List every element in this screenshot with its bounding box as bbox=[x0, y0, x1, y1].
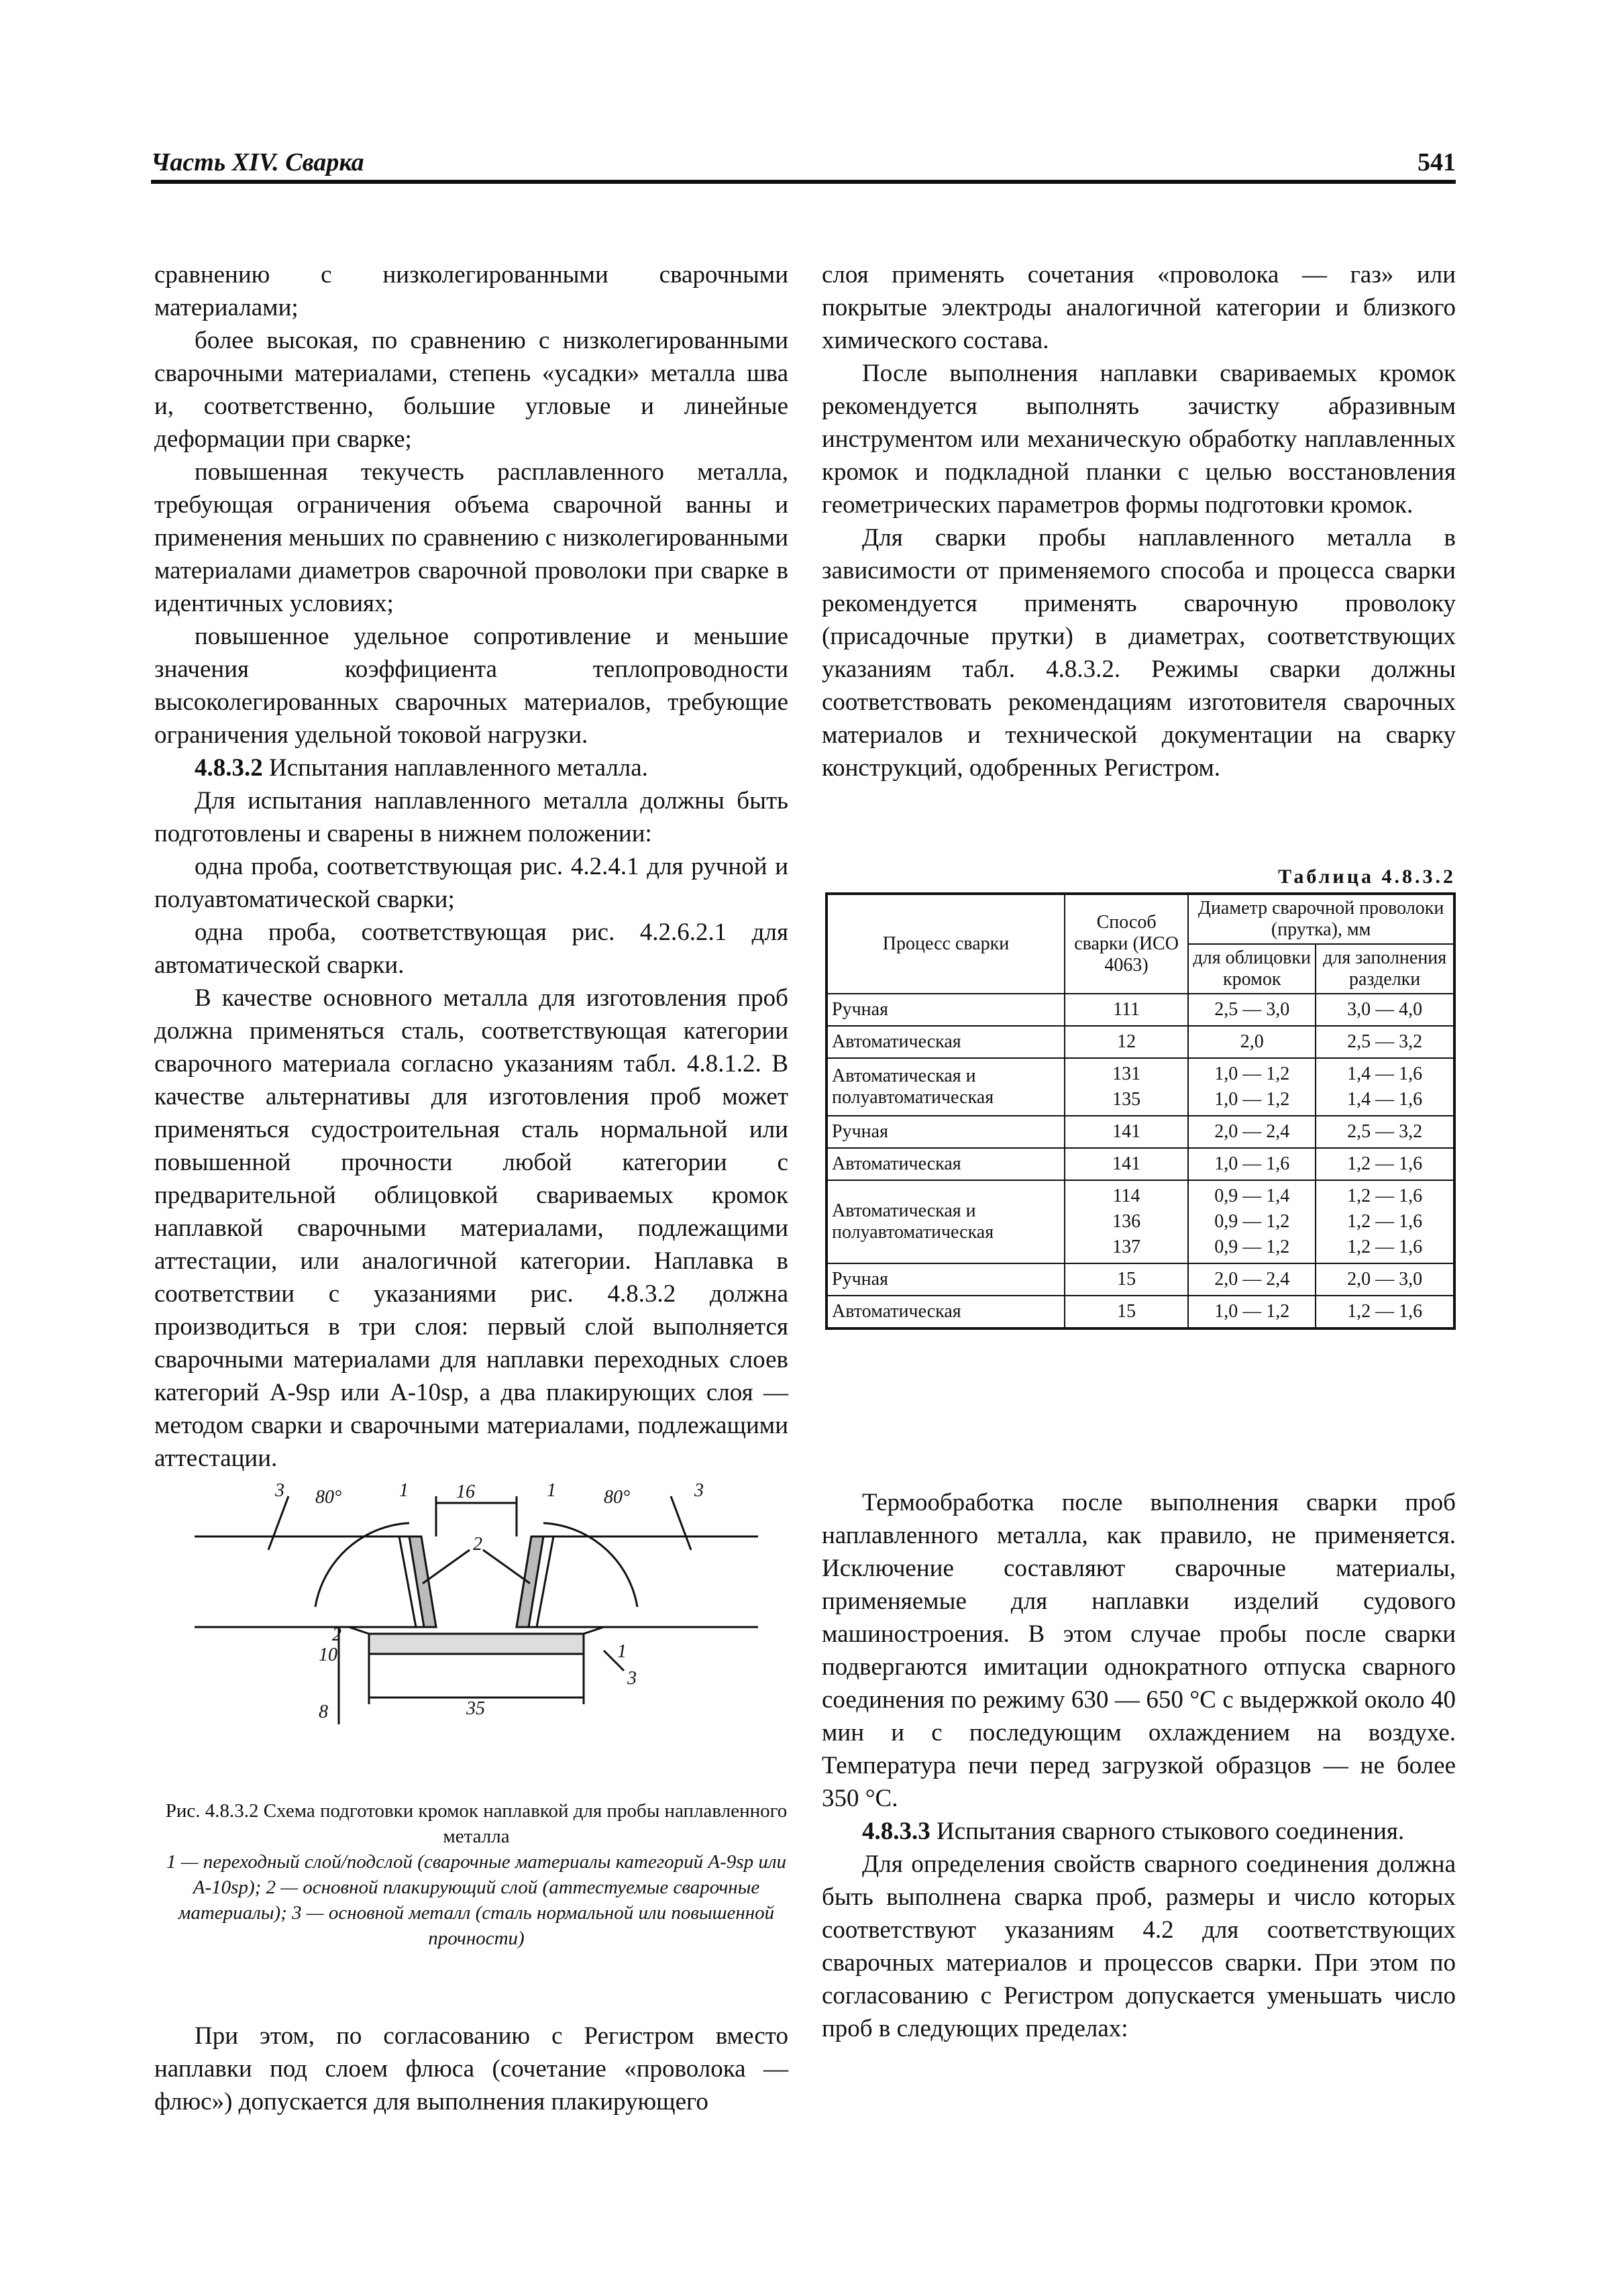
cell-cladding: 1,0 — 1,2 bbox=[1188, 1296, 1316, 1328]
leader-2-a bbox=[423, 1550, 470, 1583]
cell-filling: 1,2 — 1,6 1,2 — 1,6 1,2 — 1,6 bbox=[1316, 1180, 1454, 1263]
cell-cladding: 1,0 — 1,6 bbox=[1188, 1148, 1316, 1180]
cell-process: Автоматическая bbox=[826, 1148, 1065, 1180]
figure-caption-title: Рис. 4.8.3.2 Схема подготовки кромок наплавкой для пробы наплавленного металла bbox=[165, 1800, 788, 1847]
cell-method: 15 bbox=[1065, 1263, 1188, 1296]
cell-method: 141 bbox=[1065, 1116, 1188, 1148]
wire-diameter-table bbox=[825, 892, 1456, 1330]
cell-method: 111 bbox=[1065, 994, 1188, 1026]
cell-process: Автоматическая и полуавтоматическая bbox=[826, 1180, 1065, 1263]
cell-method: 114 136 137 bbox=[1065, 1180, 1188, 1263]
paragraph: повышенное удельное сопротивление и меньшие значения коэффициента теплопроводности высоколегированных сварочных материалов, требующие ограничения удельной токовой нагрузки. bbox=[154, 623, 788, 749]
cell-process: Автоматическая и полуавтоматическая bbox=[826, 1058, 1065, 1116]
cell-cladding: 2,0 — 2,4 bbox=[1188, 1263, 1316, 1296]
paragraph: сравнению с низколегированными сварочными материалами; bbox=[154, 261, 788, 321]
h8-label: 8 bbox=[319, 1702, 328, 1722]
backing-plate bbox=[369, 1634, 584, 1654]
leader-3-left bbox=[268, 1496, 288, 1550]
cell-cladding: 2,0 bbox=[1188, 1026, 1316, 1058]
gap-label: 16 bbox=[456, 1483, 475, 1502]
cell-filling: 2,5 — 3,2 bbox=[1316, 1026, 1454, 1058]
paragraph: одна проба, соответствующая рис. 4.2.4.1 для ручной и полуавтоматической сварки; bbox=[154, 853, 788, 913]
left-bottom-text bbox=[154, 2020, 788, 2118]
paragraph: одна проба, соответствующая рис. 4.2.6.2.1 для автоматической сварки. bbox=[154, 919, 788, 979]
page-number: 541 bbox=[1418, 148, 1456, 176]
figure-caption bbox=[161, 1798, 792, 1951]
cell-process: Автоматическая bbox=[826, 1296, 1065, 1328]
cell-method: 131 135 bbox=[1065, 1058, 1188, 1116]
leader-2-b bbox=[483, 1550, 530, 1583]
table-caption: Таблица 4.8.3.2 bbox=[1278, 866, 1456, 888]
header-method: Способ сварки (ИСО 4063) bbox=[1065, 894, 1188, 994]
cell-filling: 2,0 — 3,0 bbox=[1316, 1263, 1454, 1296]
section-heading-text: Испытания сварного стыкового соединения. bbox=[937, 1818, 1405, 1845]
label-2-top: 2 bbox=[473, 1534, 482, 1555]
cell-filling: 3,0 — 4,0 bbox=[1316, 994, 1454, 1026]
cell-cladding: 1,0 — 1,2 1,0 — 1,2 bbox=[1188, 1058, 1316, 1116]
cell-cladding: 2,5 — 3,0 bbox=[1188, 994, 1316, 1026]
label-3-bottom: 3 bbox=[627, 1668, 637, 1689]
paragraph: Для сварки пробы наплавленного металла в зависимости от применяемого способа и процесса сварки рекомендуется применять сварочную проволоку (присадочные прутки) в диаметрах, соответствующих указаниям табл. 4.8.3.2. Режимы сварки должны соответствовать рекомендациям изготовителя сварочных материалов и технической документации на сварку конструкций, одобренных Регистром. bbox=[822, 524, 1456, 782]
paragraph: После выполнения наплавки свариваемых кромок рекомендуется выполнять зачистку абразивным инструментом или механическую обработку наплавленных кромок и подкладной планки с целью восстановления геометрических параметров формы подготовки кромок. bbox=[822, 360, 1456, 519]
label-3-left: 3 bbox=[275, 1483, 284, 1501]
h10-label: 10 bbox=[319, 1645, 337, 1665]
label-1-bottom: 1 bbox=[617, 1641, 627, 1662]
cell-filling: 1,2 — 1,6 bbox=[1316, 1296, 1454, 1328]
angle-label-right: 80° bbox=[604, 1487, 631, 1508]
section-heading bbox=[822, 1815, 1456, 1848]
label-3-right: 3 bbox=[694, 1483, 704, 1501]
table-row bbox=[826, 1058, 1454, 1116]
cell-process: Ручная bbox=[826, 1263, 1065, 1296]
right-bottom-text bbox=[822, 1486, 1456, 2045]
width-label: 35 bbox=[466, 1698, 485, 1719]
label-2-left: 2 bbox=[332, 1624, 341, 1645]
table-row bbox=[826, 994, 1454, 1026]
paragraph: При этом, по согласованию с Регистром вместо наплавки под слоем флюса (сочетание «проволока — флюс») допускается для выполнения плакирующего bbox=[154, 2022, 788, 2116]
paragraph: Для определения свойств сварного соединения должна быть выполнена сварка проб, размеры и число которых соответствуют указаниям 4.2 для соответствующих сварочных материалов и процессов сварки. При этом по согласованию с Регистром допускается уменьшать число проб в следующих пределах: bbox=[822, 1850, 1456, 2042]
paragraph: повышенная текучесть расплавленного металла, требующая ограничения объема сварочной ванны и применения меньших по сравнению с низколегированными материалами диаметров сварочной проволоки при сварке в идентичных условиях; bbox=[154, 458, 788, 617]
section-title: Часть XIV. Сварка bbox=[151, 148, 364, 176]
table-row bbox=[826, 1263, 1454, 1296]
header-filling: для заполнения разделки bbox=[1316, 944, 1454, 994]
figure-caption-legend: 1 — переходный слой/подслой (сварочные материалы категорий А-9sp или А-10sp); 2 — основной плакирующий слой (аттестуемые сварочные материалы); 3 — основной металл (сталь нормальной или повышенной прочности) bbox=[166, 1851, 786, 1949]
table-row bbox=[826, 1180, 1454, 1263]
left-column bbox=[154, 258, 788, 1475]
paragraph: В качестве основного металла для изготовления проб должна применяться сталь, соответствующая категории сварочного материала согласно указаниям табл. 4.8.1.2. В качестве альтернативы для изготовления проб может применяться судостроительная сталь нормальной или повышенной прочности любой категории с предварительной облицовкой свариваемых кромок наплавкой сварочными материалами, подлежащими аттестации, или аналогичной категории. Наплавка в соответствии с указаниями рис. 4.8.3.2 должна производиться в три слоя: первый слой выполняется сварочными материалами для наплавки переходных слоев категорий А-9sp или А-10sp, а два плакирующих слоя — методом сварки и сварочными материалами, подлежащими аттестации. bbox=[154, 984, 788, 1472]
cell-method: 15 bbox=[1065, 1296, 1188, 1328]
header-diameter: Диаметр сварочной проволоки (прутка), мм bbox=[1188, 894, 1454, 944]
paragraph: слоя применять сочетания «проволока — газ» или покрытые электроды аналогичной категории и близкого химического состава. bbox=[822, 261, 1456, 354]
leader-3-right bbox=[671, 1496, 691, 1550]
table-row bbox=[826, 1116, 1454, 1148]
section-heading-text: Испытания наплавленного металла. bbox=[269, 754, 648, 782]
cell-filling: 2,5 — 3,2 bbox=[1316, 1116, 1454, 1148]
table-row bbox=[826, 1148, 1454, 1180]
running-header bbox=[151, 148, 1456, 181]
cell-filling: 1,4 — 1,6 1,4 — 1,6 bbox=[1316, 1058, 1454, 1116]
cell-cladding: 2,0 — 2,4 bbox=[1188, 1116, 1316, 1148]
paragraph: Термообработка после выполнения сварки проб наплавленного металла, как правило, не применяется. Исключение составляют сварочные материалы, применяемые для наплавки изделий судового машиностроения. В этом случае пробы после сварки подвергаются имитации однократного отпуска сварного соединения по режиму 630 — 650 °С с выдержкой около 40 мин и с последующим охлаждением на воздухе. Температура печи перед загрузкой образцов — не более 350 °С. bbox=[822, 1489, 1456, 1812]
table-row bbox=[826, 1026, 1454, 1058]
angle-label-left: 80° bbox=[315, 1487, 342, 1508]
header-cladding: для облицовки кромок bbox=[1188, 944, 1316, 994]
cell-process: Ручная bbox=[826, 994, 1065, 1026]
paragraph: более высокая, по сравнению с низколегированными сварочными материалами, степень «усадки» металла шва и, соответственно, большие угловые и линейные деформации при сварке; bbox=[154, 327, 788, 453]
section-number: 4.8.3.3 bbox=[862, 1818, 930, 1845]
right-column bbox=[822, 258, 1456, 784]
header-rule bbox=[151, 180, 1456, 184]
edge-preparation-figure bbox=[188, 1483, 765, 1805]
section-number: 4.8.3.2 bbox=[195, 754, 263, 782]
cell-filling: 1,2 — 1,6 bbox=[1316, 1148, 1454, 1180]
cell-cladding: 0,9 — 1,4 0,9 — 1,2 0,9 — 1,2 bbox=[1188, 1180, 1316, 1263]
label-1-left: 1 bbox=[399, 1483, 409, 1501]
cell-process: Автоматическая bbox=[826, 1026, 1065, 1058]
section-heading bbox=[154, 751, 788, 784]
cell-method: 141 bbox=[1065, 1148, 1188, 1180]
table-row bbox=[826, 1296, 1454, 1328]
cell-method: 12 bbox=[1065, 1026, 1188, 1058]
label-1-right: 1 bbox=[547, 1483, 556, 1501]
cell-process: Ручная bbox=[826, 1116, 1065, 1148]
paragraph: Для испытания наплавленного металла должны быть подготовлены и сварены в нижнем положении: bbox=[154, 787, 788, 847]
header-process: Процесс сварки bbox=[826, 894, 1065, 994]
